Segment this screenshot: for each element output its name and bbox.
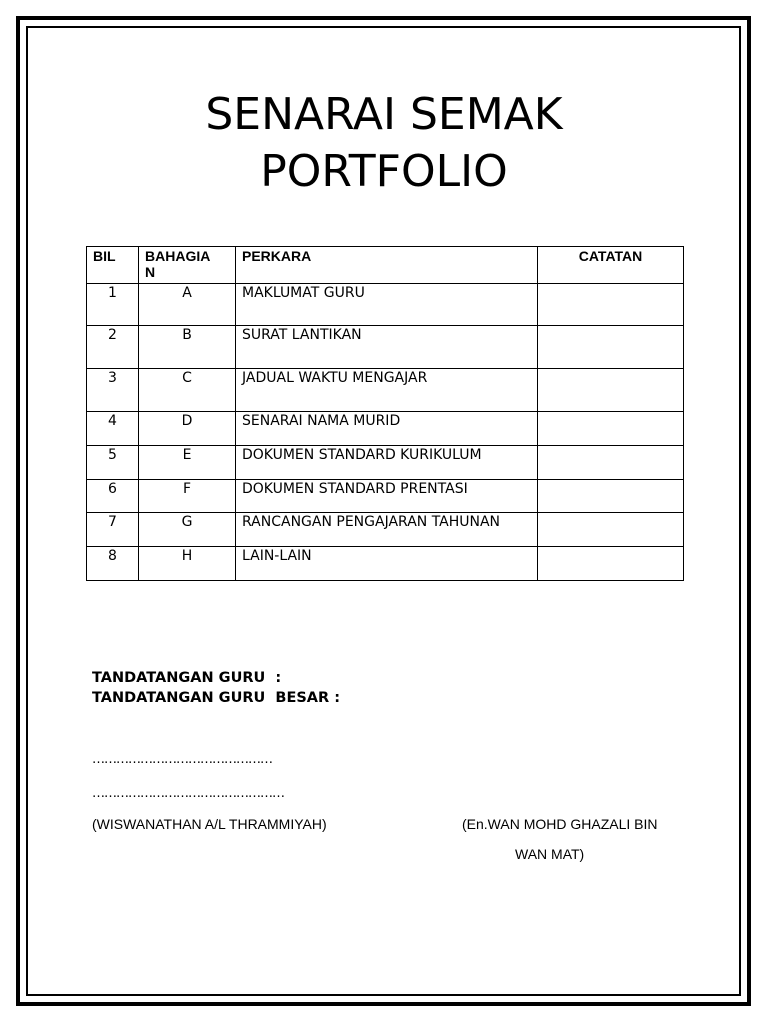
signature-line-1: ………………………………………	[92, 752, 272, 767]
cell-bil: 8	[87, 547, 139, 581]
table-row	[87, 412, 684, 446]
cell-bahagian: F	[139, 480, 236, 513]
table-header-row	[87, 247, 684, 284]
cell-catatan	[538, 446, 684, 480]
teacher-name: (WISWANATHAN A/L THRAMMIYAH)	[92, 816, 327, 832]
cell-bil: 7	[87, 513, 139, 547]
signature-line-2: …………………………………………	[92, 786, 284, 801]
cell-perkara: SENARAI NAMA MURID	[236, 412, 538, 446]
cell-bahagian: A	[139, 284, 236, 326]
cell-bahagian: H	[139, 547, 236, 581]
cell-bil: 3	[87, 369, 139, 412]
checklist-table	[86, 246, 684, 581]
table-row	[87, 369, 684, 412]
cell-perkara: RANCANGAN PENGAJARAN TAHUNAN	[236, 513, 538, 547]
cell-catatan	[538, 284, 684, 326]
title-line-2: PORTFOLIO	[260, 146, 508, 197]
cell-bahagian: G	[139, 513, 236, 547]
cell-bahagian: B	[139, 326, 236, 369]
table-row	[87, 513, 684, 547]
cell-perkara: SURAT LANTIKAN	[236, 326, 538, 369]
teacher-signature-label: TANDATANGAN GURU :	[92, 670, 282, 686]
cell-bil: 1	[87, 284, 139, 326]
cell-bil: 5	[87, 446, 139, 480]
title-line-1: SENARAI SEMAK	[205, 89, 563, 140]
header-bahagian	[139, 247, 236, 284]
cell-perkara: JADUAL WAKTU MENGAJAR	[236, 369, 538, 412]
cell-bahagian: C	[139, 369, 236, 412]
page-title	[0, 86, 768, 200]
cell-perkara: LAIN-LAIN	[236, 547, 538, 581]
headmaster-name-line2: WAN MAT)	[515, 846, 585, 862]
table-row	[87, 547, 684, 581]
header-catatan: CATATAN	[538, 247, 684, 284]
headmaster-name-line1: (En.WAN MOHD GHAZALI BIN	[462, 816, 658, 832]
table-row	[87, 446, 684, 480]
cell-bil: 6	[87, 480, 139, 513]
cell-bahagian: D	[139, 412, 236, 446]
cell-catatan	[538, 547, 684, 581]
cell-perkara: MAKLUMAT GURU	[236, 284, 538, 326]
header-bahagian-line2: N	[145, 264, 156, 280]
cell-perkara: DOKUMEN STANDARD KURIKULUM	[236, 446, 538, 480]
headmaster-signature-label: TANDATANGAN GURU BESAR :	[92, 690, 341, 706]
cell-perkara: DOKUMEN STANDARD PRENTASI	[236, 480, 538, 513]
header-bahagian-line1: BAHAGIA	[145, 248, 211, 264]
table-row	[87, 284, 684, 326]
cell-bil: 2	[87, 326, 139, 369]
header-perkara: PERKARA	[236, 247, 538, 284]
cell-catatan	[538, 412, 684, 446]
cell-catatan	[538, 480, 684, 513]
cell-catatan	[538, 326, 684, 369]
table-row	[87, 326, 684, 369]
cell-catatan	[538, 513, 684, 547]
cell-catatan	[538, 369, 684, 412]
cell-bil: 4	[87, 412, 139, 446]
signature-labels	[92, 668, 340, 708]
cell-bahagian: E	[139, 446, 236, 480]
header-bil: BIL	[87, 247, 139, 284]
table-row	[87, 480, 684, 513]
